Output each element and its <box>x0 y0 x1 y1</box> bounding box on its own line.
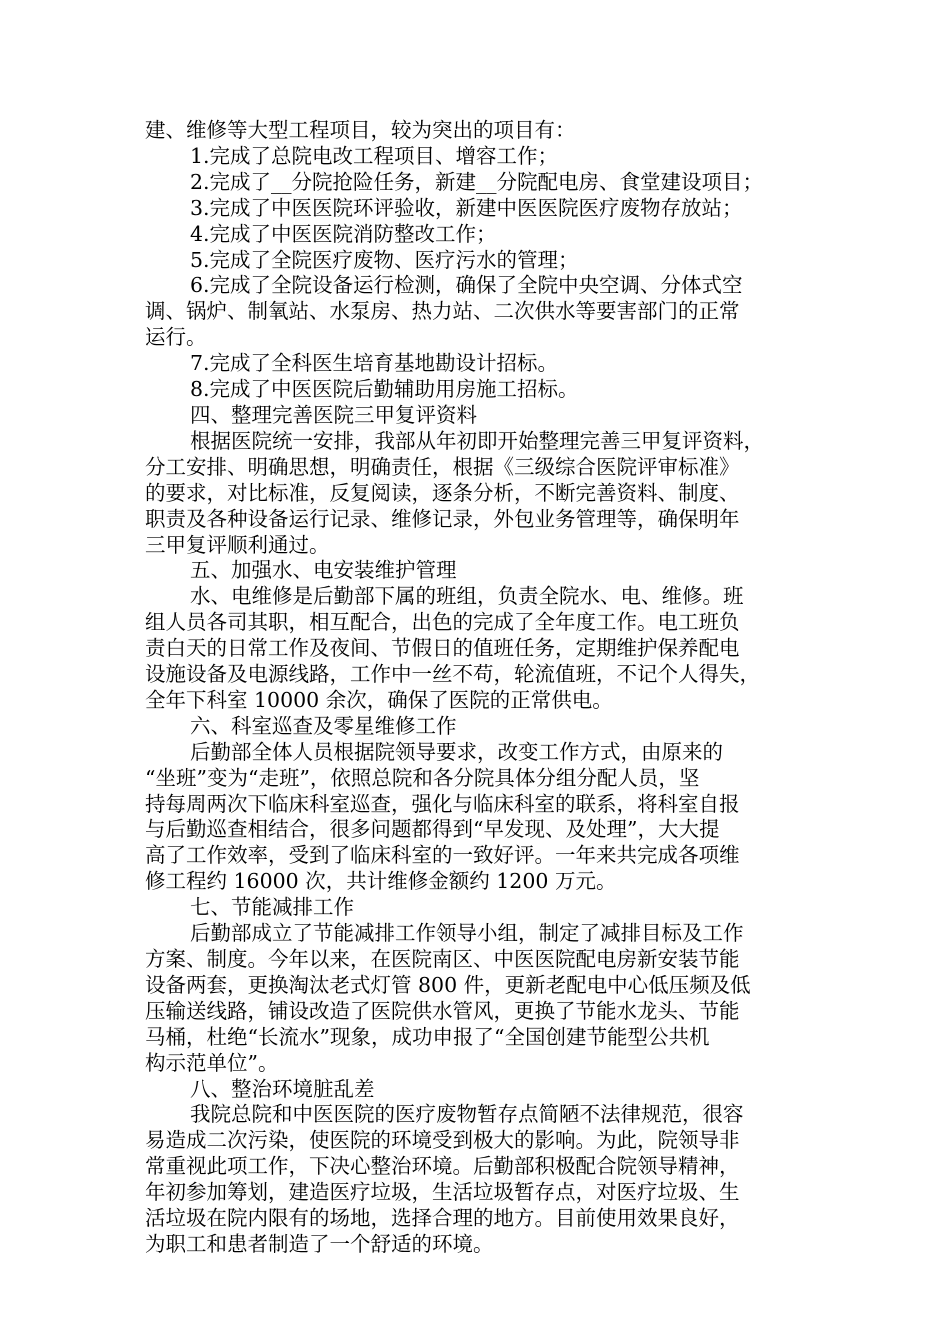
text-line: 4.完成了中医医院消防整改工作； <box>190 221 497 246</box>
text-line: 责白天的日常工作及夜间、节假日的值班任务，定期维护保养配电 <box>145 636 740 661</box>
text-line: 持每周两次下临床科室巡查，强化与临床科室的联系，将科室自报 <box>145 791 740 816</box>
text-line: 职责及各种设备运行记录、维修记录，外包业务管理等，确保明年 <box>145 506 740 531</box>
text-line: 8.完成了中医医院后勤辅助用房施工招标。 <box>190 377 579 402</box>
document-body <box>145 118 815 1258</box>
text-line: 后勤部全体人员根据院领导要求，改变工作方式，由原来的 <box>190 739 723 764</box>
text-line: 水、电维修是后勤部下属的班组，负责全院水、电、维修。班 <box>190 584 744 609</box>
text-line: 运行。 <box>145 325 207 350</box>
text-line: 后勤部成立了节能减排工作领导小组，制定了减排目标及工作 <box>190 921 744 946</box>
text-line: 我院总院和中医医院的医疗废物暂存点简陋不法律规范，很容 <box>190 1102 744 1127</box>
text-line: 四、整理完善医院三甲复评资料 <box>190 402 477 427</box>
text-line: 年初参加筹划，建造医疗垃圾，生活垃圾暂存点，对医疗垃圾、生 <box>145 1180 740 1205</box>
text-line: 五、加强水、电安装维护管理 <box>190 558 457 583</box>
text-line: 常重视此项工作，下决心整治环境。后勤部积极配合院领导精神， <box>145 1154 740 1179</box>
text-line: 七、节能减排工作 <box>190 895 354 920</box>
text-line: 活垃圾在院内限有的场地，选择合理的地方。目前使用效果良好， <box>145 1206 740 1231</box>
text-line: 与后勤巡查相结合，很多问题都得到“早发现、及处理”，大大提 <box>145 817 720 842</box>
text-line: 分工安排、明确思想，明确责任，根据《三级综合医院评审标准》 <box>145 454 740 479</box>
text-line: 建、维修等大型工程项目，较为突出的项目有： <box>145 118 576 142</box>
text-line: 组人员各司其职，相互配合，出色的完成了全年度工作。电工班负 <box>145 610 740 635</box>
text-line: 为职工和患者制造了一个舒适的环境。 <box>145 1231 494 1256</box>
text-line: 全年下科室 10000 余次，确保了医院的正常供电。 <box>145 687 613 712</box>
text-line: 六、科室巡查及零星维修工作 <box>190 713 457 738</box>
text-line: 5.完成了全院医疗废物、医疗污水的管理； <box>190 247 579 272</box>
text-line: 高了工作效率，受到了临床科室的一致好评。一年来共完成各项维 <box>145 843 740 868</box>
text-line: 1.完成了总院电改工程项目、增容工作； <box>190 143 559 168</box>
text-line: 根据医院统一安排，我部从年初即开始整理完善三甲复评资料， <box>190 428 764 453</box>
text-line: “坐班”变为“走班”，依照总院和各分院具体分组分配人员，坚 <box>145 765 700 790</box>
text-line: 马桶，杜绝“长流水”现象，成功申报了“全国创建节能型公共机 <box>145 1024 710 1049</box>
text-line: 的要求，对比标准，反复阅读，逐条分析，不断完善资料、制度、 <box>145 480 740 505</box>
text-line: 八、整治环境脏乱差 <box>190 1076 375 1101</box>
text-line: 调、锅炉、制氧站、水泵房、热力站、二次供水等要害部门的正常 <box>145 299 740 324</box>
text-line: 2.完成了__分院抢险任务，新建__分院配电房、食堂建设项目； <box>190 169 764 194</box>
text-line: 方案、制度。今年以来，在医院南区、中医医院配电房新安装节能 <box>145 947 740 971</box>
text-line: 三甲复评顺利通过。 <box>145 532 330 557</box>
text-line: 设备两套，更换淘汰老式灯管 800 件，更新老配电中心低压频及低 <box>145 972 751 997</box>
text-line: 6.完成了全院设备运行检测，确保了全院中央空调、分体式空 <box>190 273 743 298</box>
text-line: 7.完成了全科医生培育基地勘设计招标。 <box>190 351 559 376</box>
text-line: 压输送线路，铺设改造了医院供水管风，更换了节能水龙头、节能 <box>145 998 740 1023</box>
text-line: 修工程约 16000 次，共计维修金额约 1200 万元。 <box>145 869 617 894</box>
text-line: 构示范单位”。 <box>145 1050 279 1075</box>
text-line: 设施设备及电源线路，工作中一丝不苟，轮流值班，不记个人得失， <box>145 662 760 687</box>
text-line: 易造成二次污染，使医院的环境受到极大的影响。为此，院领导非 <box>145 1128 740 1153</box>
text-line: 3.完成了中医医院环评验收，新建中医医院医疗废物存放站； <box>190 195 743 220</box>
